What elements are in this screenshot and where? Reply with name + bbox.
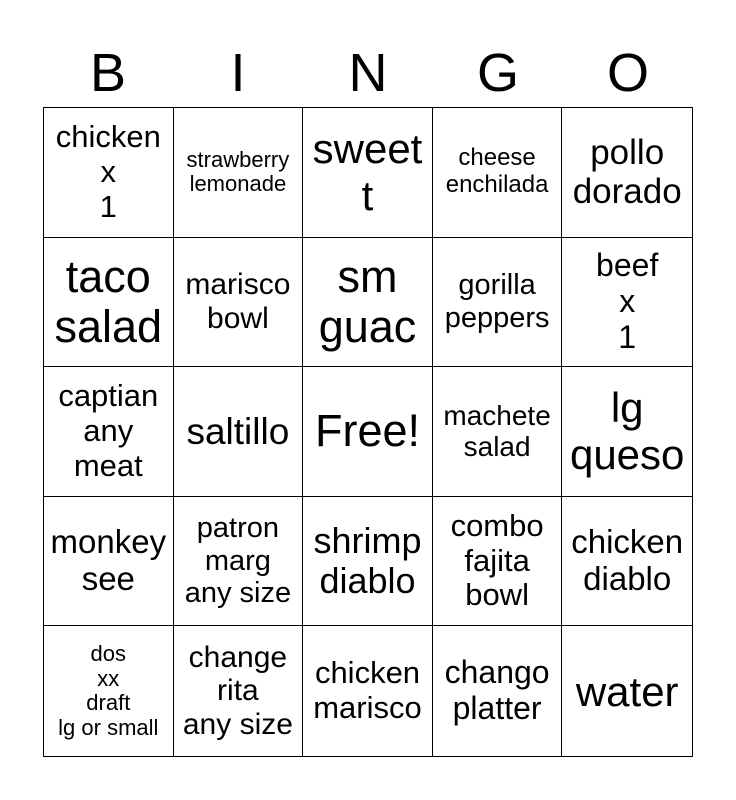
bingo-cell-text: sm guac bbox=[318, 250, 417, 352]
bingo-cell[interactable] bbox=[174, 108, 304, 238]
bingo-cell-text: Free! bbox=[314, 405, 420, 457]
bingo-cell[interactable] bbox=[303, 497, 433, 627]
bingo-cell[interactable] bbox=[562, 367, 692, 497]
bingo-cell[interactable] bbox=[433, 108, 563, 238]
bingo-cell-text: chicken x 1 bbox=[55, 119, 161, 224]
bingo-cell[interactable] bbox=[174, 367, 304, 497]
bingo-cell-text: cheese enchilada bbox=[445, 144, 549, 199]
bingo-cell-text: chango platter bbox=[444, 654, 550, 727]
bingo-cell[interactable] bbox=[433, 497, 563, 627]
bingo-cell[interactable] bbox=[44, 626, 174, 756]
bingo-cell-text: machete salad bbox=[443, 400, 551, 463]
bingo-cell-text: lg queso bbox=[569, 384, 685, 479]
bingo-cell-text: sweet t bbox=[312, 125, 423, 220]
bingo-cell[interactable] bbox=[562, 497, 692, 627]
bingo-cell-text: captian any meat bbox=[58, 378, 159, 483]
bingo-cell[interactable] bbox=[562, 238, 692, 368]
bingo-cell-text: combo fajita bowl bbox=[450, 508, 544, 613]
bingo-cell[interactable] bbox=[174, 497, 304, 627]
bingo-cell-text: pollo dorado bbox=[572, 133, 682, 212]
bingo-cell-text: marisco bowl bbox=[185, 268, 291, 335]
header-letter-n: N bbox=[348, 43, 388, 103]
bingo-cell[interactable] bbox=[44, 238, 174, 368]
header-letter-o: O bbox=[606, 43, 649, 103]
bingo-cell[interactable] bbox=[44, 108, 174, 238]
bingo-cell[interactable] bbox=[433, 238, 563, 368]
header-letter-g: G bbox=[476, 43, 519, 103]
bingo-header bbox=[43, 40, 693, 106]
bingo-cell[interactable] bbox=[433, 626, 563, 756]
bingo-cell[interactable] bbox=[44, 367, 174, 497]
bingo-cell[interactable] bbox=[433, 367, 563, 497]
bingo-board bbox=[43, 107, 693, 757]
bingo-cell-text: patron marg any size bbox=[184, 512, 292, 610]
bingo-cell[interactable] bbox=[44, 497, 174, 627]
bingo-cell-text: dos xx draft lg or small bbox=[58, 640, 159, 740]
bingo-cell[interactable] bbox=[174, 238, 304, 368]
bingo-cell[interactable] bbox=[303, 108, 433, 238]
bingo-cell-text: water bbox=[575, 667, 679, 715]
bingo-cell-text: gorilla peppers bbox=[444, 269, 550, 334]
bingo-cell-text: change rita any size bbox=[182, 640, 293, 741]
bingo-cell[interactable] bbox=[562, 626, 692, 756]
bingo-cell[interactable] bbox=[303, 238, 433, 368]
bingo-cell[interactable] bbox=[562, 108, 692, 238]
bingo-cell-text: shrimp diablo bbox=[313, 519, 422, 602]
bingo-cell-text: monkey see bbox=[50, 523, 167, 598]
bingo-cell-text: taco salad bbox=[54, 250, 163, 352]
bingo-cell-text: saltillo bbox=[186, 410, 290, 452]
bingo-cell[interactable] bbox=[174, 626, 304, 756]
bingo-cell-text: strawberry lemonade bbox=[186, 146, 290, 197]
header-letter-b: B bbox=[89, 43, 127, 103]
bingo-cell-text: chicken diablo bbox=[571, 523, 684, 598]
header-letter-i: I bbox=[230, 43, 246, 103]
bingo-cell-text: beef x 1 bbox=[596, 247, 659, 355]
bingo-free-space[interactable] bbox=[303, 367, 433, 497]
bingo-cell-text: chicken marisco bbox=[313, 655, 422, 726]
bingo-cell[interactable] bbox=[303, 626, 433, 756]
